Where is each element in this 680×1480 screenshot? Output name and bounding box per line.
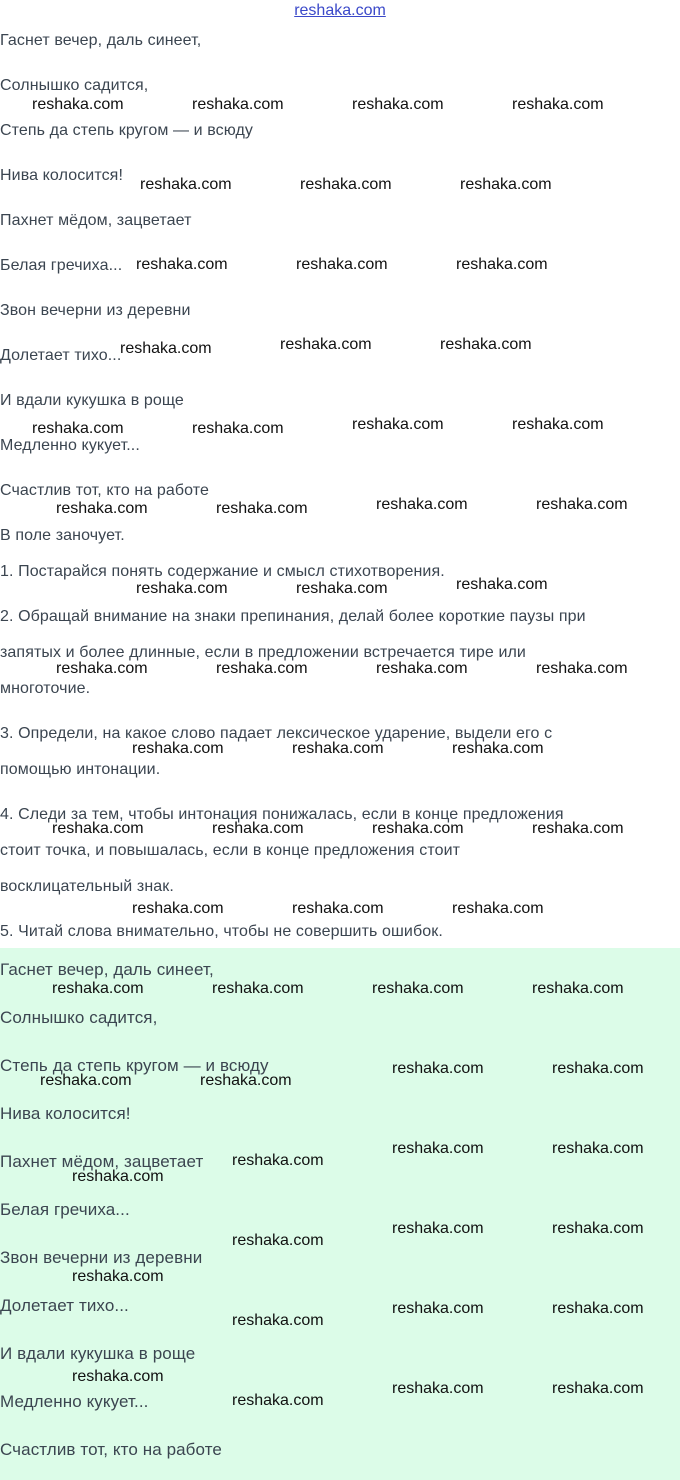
poem-line: Степь да степь кругом — и всюду <box>0 122 253 139</box>
watermark-text: reshaka.com <box>552 1140 644 1157</box>
watermark-text: reshaka.com <box>40 1072 132 1089</box>
poem-line: Звон вечерни из деревни <box>0 302 191 319</box>
poem-line: Счастлив тот, кто на работе <box>0 482 210 499</box>
watermark-text: reshaka.com <box>216 500 308 517</box>
instruction-line: 1. Постарайся понять содержание и смысл стихотворения. <box>0 563 445 580</box>
poem-line: Медленно кукует... <box>0 437 140 454</box>
watermark-text: reshaka.com <box>552 1220 644 1237</box>
answer-line: Долетает тихо... <box>0 1296 129 1315</box>
watermark-text: reshaka.com <box>32 420 124 437</box>
answer-line: Солнышко садится, <box>0 1008 158 1027</box>
watermark-text: reshaka.com <box>56 660 148 677</box>
watermark-text: reshaka.com <box>136 580 228 597</box>
watermark-text: reshaka.com <box>392 1140 484 1157</box>
watermark-text: reshaka.com <box>552 1060 644 1077</box>
watermark-text: reshaka.com <box>392 1300 484 1317</box>
watermark-text: reshaka.com <box>512 416 604 433</box>
answer-line: Счастлив тот, кто на работе <box>0 1440 222 1459</box>
answer-line: Белая гречиха... <box>0 1200 130 1219</box>
watermark-text: reshaka.com <box>56 500 148 517</box>
site-link[interactable]: reshaka.com <box>294 2 386 19</box>
watermark-text: reshaka.com <box>552 1300 644 1317</box>
watermark-text: reshaka.com <box>440 336 532 353</box>
watermark-text: reshaka.com <box>372 980 464 997</box>
watermark-text: reshaka.com <box>200 1072 292 1089</box>
watermark-text: reshaka.com <box>212 820 304 837</box>
watermark-text: reshaka.com <box>456 256 548 273</box>
watermark-text: reshaka.com <box>512 96 604 113</box>
instruction-line: помощью интонации. <box>0 761 161 778</box>
answer-line: Гаснет вечер, даль синеет, <box>0 960 214 979</box>
instruction-line: восклицательный знак. <box>0 878 174 895</box>
poem-line: В поле заночует. <box>0 527 125 544</box>
watermark-text: reshaka.com <box>232 1312 324 1329</box>
watermark-text: reshaka.com <box>296 580 388 597</box>
watermark-text: reshaka.com <box>392 1060 484 1077</box>
watermark-text: reshaka.com <box>132 740 224 757</box>
instruction-line: 4. Следи за тем, чтобы интонация понижалась, если в конце предложения <box>0 806 564 823</box>
watermark-text: reshaka.com <box>232 1392 324 1409</box>
watermark-text: reshaka.com <box>296 256 388 273</box>
instruction-line: 5. Читай слова внимательно, чтобы не совершить ошибок. <box>0 923 443 940</box>
poem-line: Пахнет мёдом, зацветает <box>0 212 192 229</box>
poem-line: И вдали кукушка в роще <box>0 392 184 409</box>
watermark-text: reshaka.com <box>52 820 144 837</box>
watermark-text: reshaka.com <box>352 416 444 433</box>
watermark-text: reshaka.com <box>136 256 228 273</box>
watermark-text: reshaka.com <box>292 740 384 757</box>
poem-line: Нива колосится! <box>0 167 123 184</box>
answer-line: Степь да степь кругом — и всюду <box>0 1056 269 1075</box>
watermark-text: reshaka.com <box>452 900 544 917</box>
instruction-line: 2. Обращай внимание на знаки препинания, делай более короткие паузы при <box>0 608 586 625</box>
watermark-text: reshaka.com <box>232 1152 324 1169</box>
instruction-line: запятых и более длинные, если в предложении встречается тире или <box>0 644 526 661</box>
watermark-text: reshaka.com <box>532 980 624 997</box>
watermark-text: reshaka.com <box>392 1380 484 1397</box>
watermark-text: reshaka.com <box>352 96 444 113</box>
watermark-text: reshaka.com <box>292 900 384 917</box>
watermark-text: reshaka.com <box>132 900 224 917</box>
watermark-text: reshaka.com <box>372 820 464 837</box>
watermark-text: reshaka.com <box>452 740 544 757</box>
answer-line: Нива колосится! <box>0 1104 131 1123</box>
watermark-text: reshaka.com <box>460 176 552 193</box>
watermark-text: reshaka.com <box>456 576 548 593</box>
watermark-text: reshaka.com <box>72 1268 164 1285</box>
watermark-text: reshaka.com <box>120 340 212 357</box>
poem-line: Гаснет вечер, даль синеет, <box>0 32 202 49</box>
watermark-text: reshaka.com <box>536 496 628 513</box>
answer-line: И вдали кукушка в роще <box>0 1344 196 1363</box>
watermark-text: reshaka.com <box>392 1220 484 1237</box>
watermark-text: reshaka.com <box>376 496 468 513</box>
instruction-line: многоточие. <box>0 680 91 697</box>
answer-line: Пахнет мёдом, зацветает <box>0 1152 204 1171</box>
poem-line: Долетает тихо... <box>0 347 122 364</box>
answer-line: Звон вечерни из деревни <box>0 1248 203 1267</box>
watermark-text: reshaka.com <box>216 660 308 677</box>
watermark-text: reshaka.com <box>72 1168 164 1185</box>
watermark-text: reshaka.com <box>72 1368 164 1385</box>
poem-line: Солнышко садится, <box>0 77 149 94</box>
watermark-text: reshaka.com <box>192 420 284 437</box>
watermark-text: reshaka.com <box>532 820 624 837</box>
watermark-text: reshaka.com <box>192 96 284 113</box>
poem-line: Белая гречиха... <box>0 257 123 274</box>
watermark-text: reshaka.com <box>232 1232 324 1249</box>
watermark-text: reshaka.com <box>300 176 392 193</box>
watermark-text: reshaka.com <box>552 1380 644 1397</box>
watermark-text: reshaka.com <box>52 980 144 997</box>
watermark-text: reshaka.com <box>280 336 372 353</box>
watermark-text: reshaka.com <box>376 660 468 677</box>
instruction-line: стоит точка, и повышалась, если в конце предложения стоит <box>0 842 461 859</box>
watermark-text: reshaka.com <box>536 660 628 677</box>
watermark-text: reshaka.com <box>140 176 232 193</box>
watermark-text: reshaka.com <box>212 980 304 997</box>
answer-line: Медленно кукует... <box>0 1392 149 1411</box>
instruction-line: 3. Определи, на какое слово падает лексическое ударение, выдели его с <box>0 725 553 742</box>
watermark-text: reshaka.com <box>32 96 124 113</box>
